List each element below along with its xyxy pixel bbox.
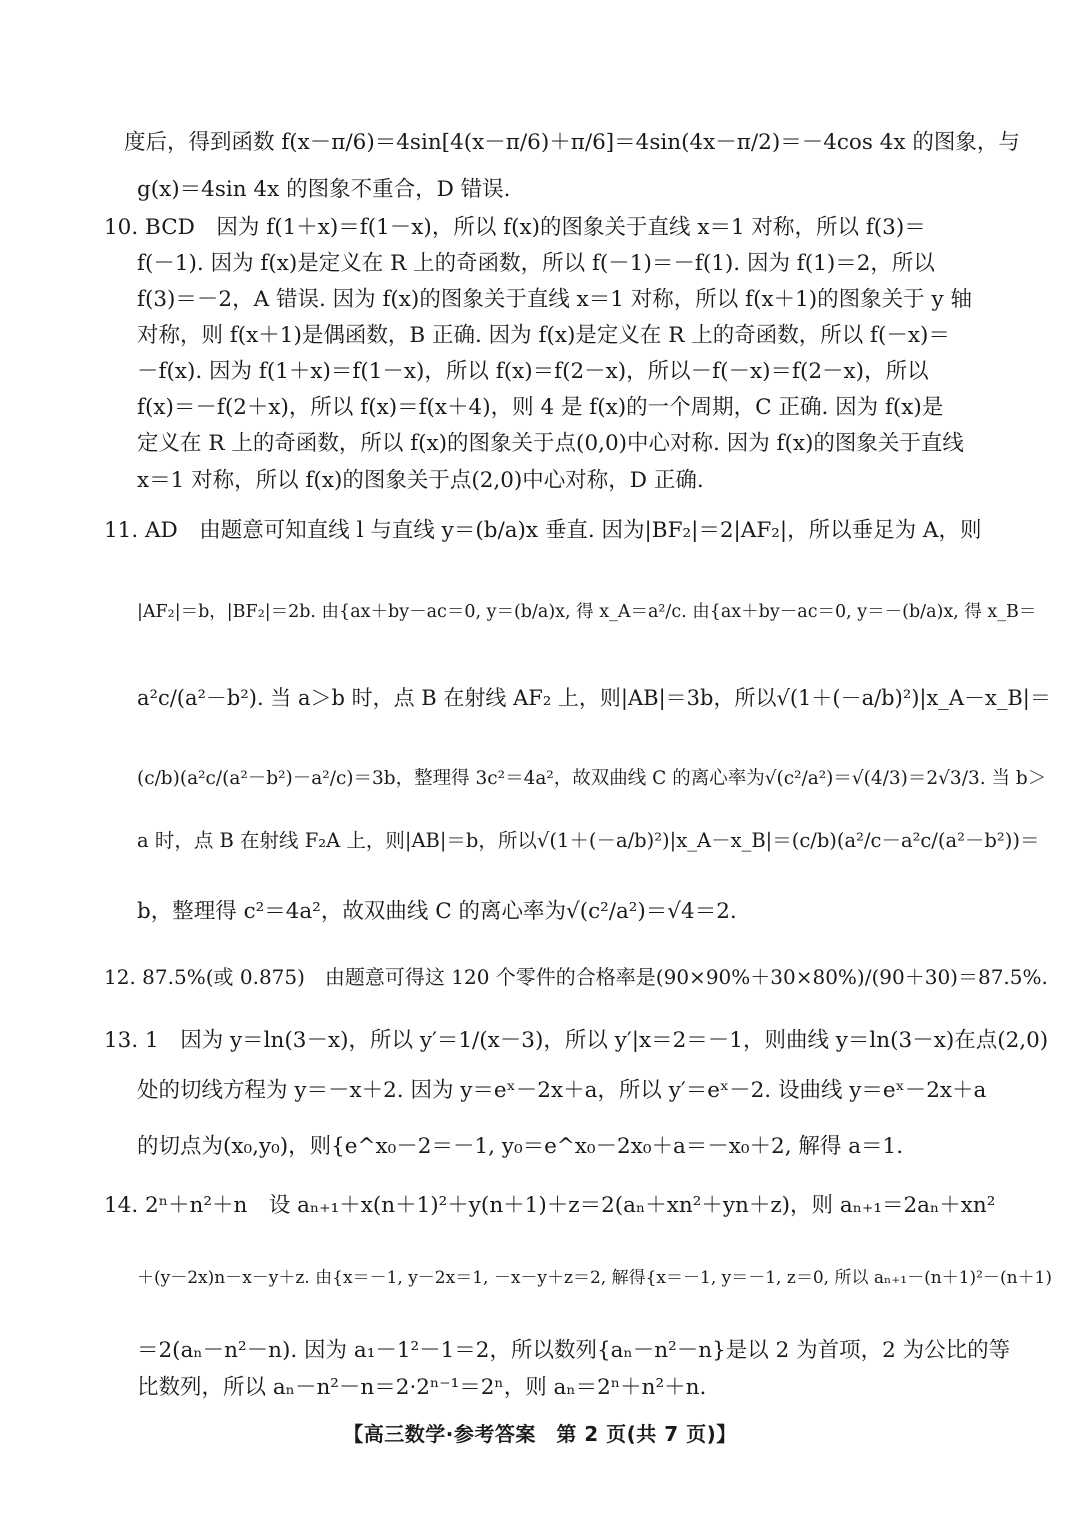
- text-line: a 时，点 B 在射线 F₂A 上，则|AB|＝b，所以√(1＋(－a/b)²)|x_A－x_B|＝(c/b)(a²/c－a²c/(a²－b²))＝: [137, 829, 1040, 852]
- text-line: －f(x). 因为 f(1＋x)＝f(1－x)，所以 f(x)＝f(2－x)，所以－f(－x)＝f(2－x)，所以: [137, 359, 929, 384]
- text-line: 12. 87.5%(或 0.875) 由题意可得这 120 个零件的合格率是(90×90%＋30×80%)/(90＋30)＝87.5%.: [104, 965, 1048, 989]
- text-line: |AF₂|＝b，|BF₂|＝2b. 由{ax＋by－ac＝0, y＝(b/a)x, 得 x_A＝a²/c. 由{ax＋by－ac＝0, y＝－(b/a)x, 得 x_B＝: [137, 602, 1037, 622]
- text-line: 10. BCD 因为 f(1＋x)＝f(1－x)，所以 f(x)的图象关于直线 x＝1 对称，所以 f(3)＝: [104, 215, 926, 240]
- text-line: b，整理得 c²＝4a²，故双曲线 C 的离心率为√(c²/a²)＝√4＝2.: [137, 899, 737, 924]
- text-line: f(3)＝－2，A 错误. 因为 f(x)的图象关于直线 x＝1 对称，所以 f(x＋1)的图象关于 y 轴: [137, 287, 972, 312]
- text-line: 比数列，所以 aₙ－n²－n＝2·2ⁿ⁻¹＝2ⁿ，则 aₙ＝2ⁿ＋n²＋n.: [137, 1375, 707, 1400]
- text-line: 14. 2ⁿ＋n²＋n 设 aₙ₊₁＋x(n＋1)²＋y(n＋1)＋z＝2(aₙ＋xn²＋yn＋z)，则 aₙ₊₁＝2aₙ＋xn²: [104, 1193, 996, 1218]
- text-line: x＝1 对称，所以 f(x)的图象关于点(2,0)中心对称，D 正确.: [137, 468, 704, 493]
- text-line: ＋(y－2x)n－x－y＋z. 由{x＝－1, y－2x＝1, －x－y＋z＝2, 解得{x＝－1, y＝－1, z＝0, 所以 aₙ₊₁－(n＋1)²－(n＋1): [137, 1268, 1052, 1288]
- text-line: 定义在 R 上的奇函数，所以 f(x)的图象关于点(0,0)中心对称. 因为 f(x)的图象关于直线: [137, 431, 964, 456]
- text-line: 对称，则 f(x＋1)是偶函数，B 正确. 因为 f(x)是定义在 R 上的奇函数，所以 f(－x)＝: [137, 323, 950, 348]
- text-line: g(x)＝4sin 4x 的图象不重合，D 错误.: [137, 177, 511, 202]
- page-footer: 【高三数学·参考答案 第 2 页(共 7 页)】: [343, 1422, 737, 1446]
- text-line: a²c/(a²－b²). 当 a＞b 时，点 B 在射线 AF₂ 上，则|AB|＝3b，所以√(1＋(－a/b)²)|x_A－x_B|＝: [137, 686, 1051, 710]
- text-line: 11. AD 由题意可知直线 l 与直线 y＝(b/a)x 垂直. 因为|BF₂|＝2|AF₂|，所以垂足为 A，则: [104, 518, 982, 543]
- text-line: 度后，得到函数 f(x－π/6)＝4sin[4(x－π/6)＋π/6]＝4sin(4x－π/2)＝－4cos 4x 的图象，与: [124, 130, 1020, 155]
- text-line: f(－1). 因为 f(x)是定义在 R 上的奇函数，所以 f(－1)＝－f(1). 因为 f(1)＝2，所以: [137, 251, 935, 276]
- text-line: 处的切线方程为 y＝－x＋2. 因为 y＝eˣ－2x＋a，所以 y′＝eˣ－2. 设曲线 y＝eˣ－2x＋a: [137, 1078, 987, 1103]
- text-line: f(x)＝－f(2＋x)，所以 f(x)＝f(x＋4)，则 4 是 f(x)的一个周期，C 正确. 因为 f(x)是: [137, 395, 944, 420]
- text-line: ＝2(aₙ－n²－n). 因为 a₁－1²－1＝2，所以数列{aₙ－n²－n}是以 2 为首项，2 为公比的等: [137, 1338, 1011, 1363]
- text-line: 13. 1 因为 y＝ln(3－x)，所以 y′＝1/(x－3)，所以 y′|x＝2＝－1，则曲线 y＝ln(3－x)在点(2,0): [104, 1028, 1049, 1053]
- text-line: (c/b)(a²c/(a²－b²)－a²/c)＝3b，整理得 3c²＝4a²，故双曲线 C 的离心率为√(c²/a²)＝√(4/3)＝2√3/3. 当 b＞: [137, 768, 1047, 789]
- text-line: 的切点为(x₀,y₀)，则{e^x₀－2＝－1, y₀＝e^x₀－2x₀＋a＝－x₀＋2, 解得 a＝1.: [137, 1134, 904, 1159]
